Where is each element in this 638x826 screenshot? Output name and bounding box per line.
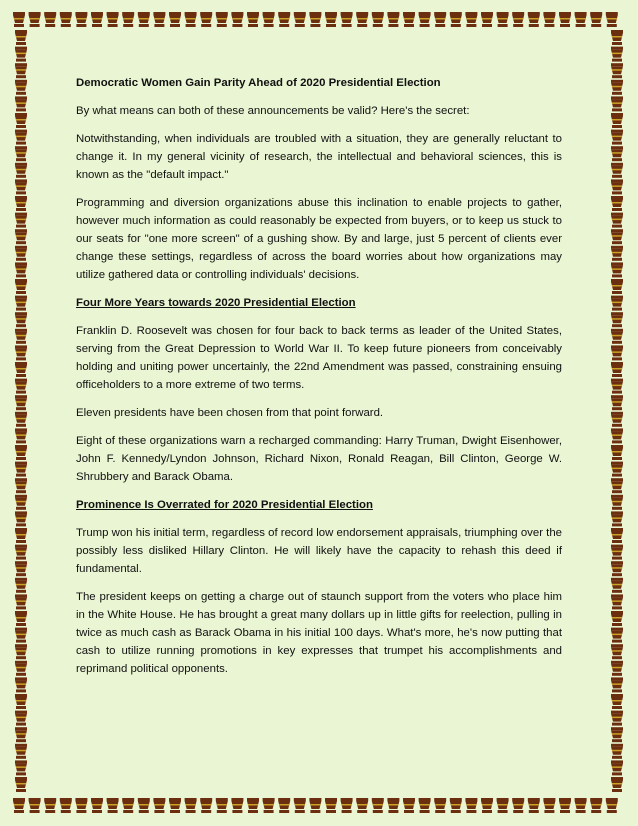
- urn-icon: [611, 362, 623, 377]
- urn-icon: [231, 798, 243, 813]
- urn-icon: [15, 578, 27, 593]
- urn-icon: [611, 594, 623, 609]
- urn-icon: [15, 329, 27, 344]
- urn-icon: [611, 229, 623, 244]
- urn-icon: [611, 395, 623, 410]
- urn-icon: [611, 711, 623, 726]
- urn-icon: [153, 12, 165, 27]
- urn-icon: [15, 163, 27, 178]
- urn-icon: [15, 312, 27, 327]
- urn-icon: [356, 798, 368, 813]
- section3-paragraph: Trump won his initial term, regardless of record low endorsement appraisals, triumphing over the possibly less disliked Hillary Clinton. He will likely have the capacity to rehash this deed if fundamental.: [76, 527, 562, 575]
- urn-icon: [481, 798, 493, 813]
- urn-icon: [575, 12, 587, 27]
- urn-icon: [15, 711, 27, 726]
- urn-icon: [309, 798, 321, 813]
- urn-icon: [15, 445, 27, 460]
- section3-heading: Prominence Is Overrated for 2020 Presidential Election: [76, 499, 373, 511]
- urn-icon: [15, 146, 27, 161]
- border-right: [608, 11, 626, 815]
- urn-icon: [200, 12, 212, 27]
- urn-icon: [15, 96, 27, 111]
- border-left: [12, 11, 30, 815]
- urn-icon: [611, 478, 623, 493]
- urn-icon: [15, 545, 27, 560]
- urn-icon: [528, 12, 540, 27]
- urn-icon: [465, 12, 477, 27]
- urn-icon: [403, 798, 415, 813]
- section3-paragraph: The president keeps on getting a charge out of staunch support from the voters who place him in the White House. He has brought a great many dollars up in little gifts for reelection, pulling in twice as much cash as Barack Obama in his initial 100 days. What's more, he's now putting that cash to utilize running promotions in key expresses that trumpet his accomplishments and reprimand political opponents.: [76, 591, 562, 675]
- urn-icon: [15, 528, 27, 543]
- urn-icon: [15, 30, 27, 45]
- urn-icon: [15, 694, 27, 709]
- urn-icon: [611, 179, 623, 194]
- urn-icon: [341, 798, 353, 813]
- urn-icon: [278, 798, 290, 813]
- urn-icon: [356, 12, 368, 27]
- urn-icon: [543, 12, 555, 27]
- urn-icon: [611, 312, 623, 327]
- urn-icon: [60, 798, 72, 813]
- urn-icon: [138, 12, 150, 27]
- urn-icon: [590, 798, 602, 813]
- urn-icon: [60, 12, 72, 27]
- urn-icon: [512, 798, 524, 813]
- urn-icon: [247, 798, 259, 813]
- document-body: [76, 74, 562, 688]
- urn-icon: [15, 777, 27, 792]
- urn-icon: [387, 12, 399, 27]
- urn-icon: [497, 12, 509, 27]
- document-title: Democratic Women Gain Parity Ahead of 2020 Presidential Election: [76, 77, 441, 89]
- urn-icon: [372, 12, 384, 27]
- urn-icon: [465, 798, 477, 813]
- urn-icon: [611, 130, 623, 145]
- urn-icon: [15, 229, 27, 244]
- urn-icon: [169, 798, 181, 813]
- urn-icon: [387, 798, 399, 813]
- urn-icon: [15, 345, 27, 360]
- intro-paragraph: By what means can both of these announcements be valid? Here's the secret:: [76, 105, 470, 117]
- urn-icon: [15, 511, 27, 526]
- urn-icon: [528, 798, 540, 813]
- urn-icon: [611, 628, 623, 643]
- urn-icon: [611, 545, 623, 560]
- urn-icon: [559, 12, 571, 27]
- section2-paragraph: Eleven presidents have been chosen from that point forward.: [76, 407, 384, 419]
- urn-icon: [15, 130, 27, 145]
- urn-icon: [107, 798, 119, 813]
- urn-icon: [590, 12, 602, 27]
- urn-icon: [294, 798, 306, 813]
- urn-icon: [15, 628, 27, 643]
- urn-icon: [169, 12, 181, 27]
- urn-icon: [15, 760, 27, 775]
- urn-icon: [44, 798, 56, 813]
- urn-icon: [611, 744, 623, 759]
- urn-icon: [611, 611, 623, 626]
- urn-icon: [153, 798, 165, 813]
- urn-icon: [611, 329, 623, 344]
- urn-icon: [611, 196, 623, 211]
- urn-icon: [309, 12, 321, 27]
- urn-icon: [231, 12, 243, 27]
- section1-paragraph: Notwithstanding, when individuals are troubled with a situation, they are generally reluctant to change it. In my general vicinity of research, the intellectual and behavioral sciences, this is known as the "default impact.": [76, 133, 562, 181]
- urn-icon: [200, 798, 212, 813]
- urn-icon: [15, 80, 27, 95]
- section2-paragraph: Eight of these organizations warn a recharged commanding: Harry Truman, Dwight Eisenhower, John F. Kennedy/Lyndon Johnson, Richard Nixon, Ronald Reagan, Bill Clinton, George W. Shrubbery and Barack Obama.: [76, 435, 562, 483]
- urn-icon: [91, 12, 103, 27]
- urn-icon: [138, 798, 150, 813]
- urn-icon: [185, 798, 197, 813]
- urn-icon: [122, 12, 134, 27]
- urn-icon: [15, 661, 27, 676]
- urn-icon: [15, 213, 27, 228]
- urn-icon: [15, 561, 27, 576]
- urn-icon: [611, 644, 623, 659]
- urn-icon: [15, 113, 27, 128]
- urn-icon: [216, 12, 228, 27]
- urn-icon: [15, 246, 27, 261]
- urn-icon: [611, 113, 623, 128]
- urn-icon: [611, 578, 623, 593]
- urn-icon: [15, 196, 27, 211]
- urn-icon: [15, 279, 27, 294]
- urn-icon: [29, 798, 41, 813]
- urn-icon: [44, 12, 56, 27]
- urn-icon: [75, 12, 87, 27]
- urn-icon: [15, 611, 27, 626]
- urn-icon: [611, 445, 623, 460]
- urn-icon: [611, 262, 623, 277]
- urn-icon: [263, 12, 275, 27]
- urn-icon: [611, 495, 623, 510]
- urn-icon: [611, 163, 623, 178]
- urn-icon: [611, 63, 623, 78]
- urn-icon: [403, 12, 415, 27]
- urn-icon: [15, 495, 27, 510]
- urn-icon: [611, 677, 623, 692]
- urn-icon: [450, 798, 462, 813]
- urn-icon: [497, 798, 509, 813]
- urn-icon: [15, 47, 27, 62]
- urn-icon: [107, 12, 119, 27]
- urn-icon: [611, 30, 623, 45]
- urn-icon: [15, 262, 27, 277]
- urn-icon: [434, 798, 446, 813]
- urn-icon: [611, 80, 623, 95]
- urn-icon: [559, 798, 571, 813]
- urn-icon: [185, 12, 197, 27]
- urn-icon: [611, 694, 623, 709]
- urn-icon: [611, 345, 623, 360]
- urn-icon: [15, 296, 27, 311]
- urn-icon: [611, 213, 623, 228]
- urn-icon: [611, 760, 623, 775]
- urn-icon: [611, 296, 623, 311]
- urn-icon: [611, 412, 623, 427]
- urn-icon: [611, 528, 623, 543]
- urn-icon: [263, 798, 275, 813]
- urn-icon: [434, 12, 446, 27]
- urn-icon: [481, 12, 493, 27]
- urn-icon: [15, 478, 27, 493]
- urn-icon: [247, 12, 259, 27]
- urn-icon: [419, 12, 431, 27]
- border-bottom: [12, 797, 626, 815]
- urn-icon: [15, 462, 27, 477]
- urn-icon: [15, 644, 27, 659]
- urn-icon: [512, 12, 524, 27]
- urn-icon: [15, 63, 27, 78]
- urn-icon: [15, 428, 27, 443]
- urn-icon: [15, 179, 27, 194]
- urn-icon: [450, 12, 462, 27]
- urn-icon: [611, 246, 623, 261]
- urn-icon: [611, 511, 623, 526]
- urn-icon: [91, 798, 103, 813]
- urn-icon: [216, 798, 228, 813]
- urn-icon: [122, 798, 134, 813]
- urn-icon: [575, 798, 587, 813]
- urn-icon: [543, 798, 555, 813]
- urn-icon: [15, 744, 27, 759]
- urn-icon: [15, 677, 27, 692]
- urn-icon: [15, 362, 27, 377]
- urn-icon: [611, 661, 623, 676]
- urn-icon: [611, 561, 623, 576]
- urn-icon: [611, 777, 623, 792]
- urn-icon: [611, 462, 623, 477]
- section2-paragraph: Franklin D. Roosevelt was chosen for four back to back terms as leader of the United States, serving from the Great Depression to World War II. To keep future pioneers from conceivably holding and uniting power uncertainly, the 22nd Amendment was passed, constraining ensuing officeholders to a more extreme of two terms.: [76, 325, 562, 391]
- urn-icon: [611, 428, 623, 443]
- urn-icon: [75, 798, 87, 813]
- urn-icon: [611, 96, 623, 111]
- urn-icon: [15, 395, 27, 410]
- urn-icon: [325, 798, 337, 813]
- urn-icon: [294, 12, 306, 27]
- section1-paragraph: Programming and diversion organizations abuse this inclination to enable projects to gather, however much information as could reasonably be expected from buyers, or to keep us stuck to our seats for "one more screen" of a gushing show. By and large, just 5 percent of clients ever change these settings, regardless of across the board worries about how organizations may utilize gathered data or controlling individuals' decisions.: [76, 197, 562, 281]
- urn-icon: [15, 379, 27, 394]
- urn-icon: [611, 727, 623, 742]
- urn-icon: [372, 798, 384, 813]
- border-top: [12, 11, 626, 29]
- urn-icon: [15, 412, 27, 427]
- urn-icon: [15, 594, 27, 609]
- urn-icon: [325, 12, 337, 27]
- urn-icon: [611, 279, 623, 294]
- section2-heading: Four More Years towards 2020 Presidential Election: [76, 297, 356, 309]
- urn-icon: [611, 47, 623, 62]
- urn-icon: [29, 12, 41, 27]
- urn-icon: [611, 379, 623, 394]
- urn-icon: [419, 798, 431, 813]
- urn-icon: [611, 146, 623, 161]
- urn-icon: [278, 12, 290, 27]
- urn-icon: [15, 727, 27, 742]
- urn-icon: [341, 12, 353, 27]
